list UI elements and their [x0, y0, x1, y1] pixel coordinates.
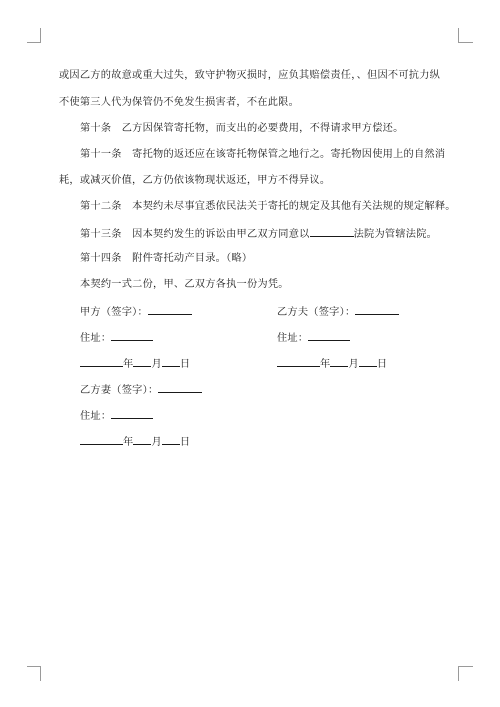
court-blank	[310, 226, 354, 237]
address-label: 住址：	[80, 333, 112, 344]
husband-label: 乙方夫（签字）：	[277, 307, 356, 318]
wife-label: 乙方妻（签字）：	[80, 385, 159, 396]
husband-address-blank	[308, 330, 350, 341]
day-label: 日	[179, 437, 191, 448]
party-a-address	[80, 330, 153, 346]
day-blank	[359, 356, 377, 367]
wife-date	[80, 434, 190, 450]
article-11-line-1: 第十一条 寄托物的返还应在该寄托物保管之地行之。寄托物因使用上的自然消	[80, 149, 446, 160]
husband-date	[277, 356, 387, 372]
paragraph-line: 或因乙方的故意或重大过失，致守护物灭损时，应负其赔偿责任，、但因不可抗力纵	[59, 70, 441, 81]
year-label: 年	[123, 359, 134, 370]
address-label: 住址：	[277, 333, 309, 344]
copies-statement: 本契约一式二份，甲、乙双方各执一份为凭。	[80, 279, 289, 290]
article-13-suffix: 法院为管辖法院。	[353, 229, 438, 240]
wife-signature	[80, 382, 202, 398]
article-12: 第十二条 本契约未尽事宜悉依民法关于寄托的规定及其他有关法规的规定解释。	[80, 201, 456, 212]
husband-address	[277, 330, 350, 346]
year-label: 年	[123, 437, 134, 448]
party-a-signature-blank	[148, 304, 192, 315]
month-label: 月	[151, 437, 162, 448]
day-label: 日	[179, 359, 191, 370]
article-14: 第十四条 附件寄托动产目录。（略）	[80, 253, 253, 264]
month-blank	[330, 356, 348, 367]
party-a-date	[80, 356, 190, 372]
wife-address	[80, 408, 153, 424]
month-label: 月	[348, 359, 359, 370]
year-blank	[277, 356, 320, 367]
year-label: 年	[320, 359, 331, 370]
husband-signature	[277, 304, 399, 320]
paragraph-line: 不使第三人代为保管仍不免发生损害者，不在此限。	[59, 97, 300, 108]
day-blank	[162, 356, 180, 367]
month-blank	[133, 434, 151, 445]
month-label: 月	[151, 359, 162, 370]
day-label: 日	[376, 359, 388, 370]
month-blank	[133, 356, 151, 367]
article-11-line-2: 耗，或减灭价值，乙方仍依该物现状返还，甲方不得异议。	[59, 175, 331, 186]
article-13-prefix: 第十三条 因本契约发生的诉讼由甲乙双方同意以	[80, 229, 310, 240]
article-13	[80, 226, 437, 242]
party-a-label: 甲方（签字）：	[80, 307, 148, 318]
wife-signature-blank	[158, 382, 202, 393]
year-blank	[80, 356, 123, 367]
year-blank	[80, 434, 123, 445]
party-a-signature	[80, 304, 192, 320]
article-10: 第十条 乙方因保管寄托物，而支出的必要费用，不得请求甲方偿还。	[80, 123, 404, 134]
day-blank	[162, 434, 180, 445]
husband-signature-blank	[355, 304, 399, 315]
party-a-address-blank	[111, 330, 153, 341]
wife-address-blank	[111, 408, 153, 419]
address-label: 住址：	[80, 411, 112, 422]
